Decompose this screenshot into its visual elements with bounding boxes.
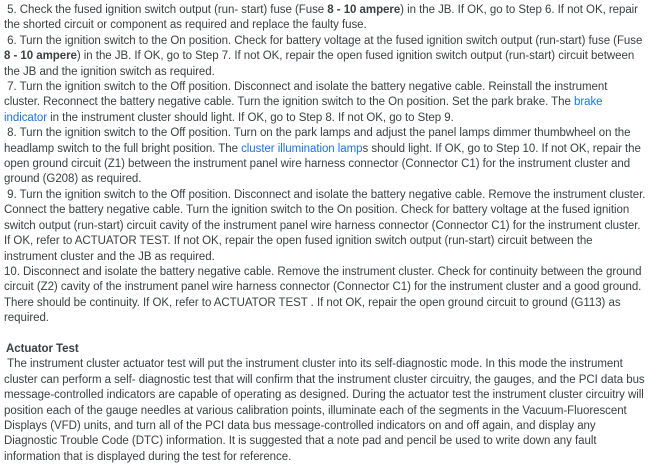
text-run: s should light. If OK, go to Step 10. If not OK, repair the open ground circuit (Z1) between the instrument panel wire harness connector (Connector C1) for the instrument cluster and ground (G208) as required. xyxy=(4,142,645,186)
actuator-test-paragraph xyxy=(4,357,646,465)
procedure-step-7 xyxy=(4,80,646,126)
text-run: 7. Turn the ignition switch to the Off position. Disconnect and isolate the battery negative cable. Reinstall the instrument cluster. Reconnect the battery negative cable. Turn the ignition switch to the On position. Set the park brake. The xyxy=(4,81,611,109)
bold-text: 8 - 10 ampere xyxy=(327,4,401,16)
procedure-step-6 xyxy=(4,34,646,80)
cluster-illumination-lamps-link[interactable]: cluster illumination lamp xyxy=(241,142,363,155)
text-run: ) in the JB. If OK, go to Step 7. If not OK, repair the open fused ignition switch output (run-start) circuit between the JB and the ignition switch as required. xyxy=(4,50,638,78)
text-run: 5. Check the fused ignition switch output (run- start) fuse (Fuse xyxy=(4,4,328,16)
section-heading-actuator-test: Actuator Test xyxy=(6,342,79,355)
text-run: 8. Turn the ignition switch to the Off position. Turn on the park lamps and adjust the panel lamps dimmer thumbwheel on the headlamp switch to the full bright position. The xyxy=(4,127,634,155)
brake-indicator-link[interactable]: brake indicator xyxy=(4,96,606,124)
procedure-step-10 xyxy=(4,265,646,327)
text-run: in the instrument cluster should light. If OK, go to Step 8. If not OK, go to Step 9. xyxy=(47,111,454,124)
text-run: 6. Turn the ignition switch to the On position. Check for battery voltage at the fused ignition switch output (run-start) fuse (Fuse xyxy=(4,34,646,47)
procedure-step-8 xyxy=(4,126,646,188)
text-run: ) in the JB. If OK, go to Step 6. If not OK, repair the shorted circuit or component as required and replace the faulty fuse. xyxy=(4,4,642,32)
procedure-step-5 xyxy=(4,3,646,34)
text-run: 9. Turn the ignition switch to the Off position. Disconnect and isolate the battery negative cable. Remove the instrument cluster. Connect the battery negative cable. Turn the ignition switch to the On position. Check for battery voltage at the fused ignition switch output (run-start) circuit cavity of the instrument panel wire harness connector (Connector C1) for the instrument cluster. If OK, refer to ACTUATOR TEST. If not OK, repair the open fused ignition switch output (run-start) circuit between the instrument cluster and the JB as required. xyxy=(4,188,649,263)
procedure-step-9 xyxy=(4,188,649,265)
bold-text: 8 - 10 ampere xyxy=(4,50,77,63)
text-run: The instrument cluster actuator test will put the instrument cluster into its self-diagnostic mode. In this mode the instrument cluster can perform a self- diagnostic test that will confirm that the instrument cluster circuitry, the gauges, and the PCI data bus message-controlled indicators are capable of operating as designed. During the actuator test the instrument cluster circuitry will position each of the gauge needles at various calibration points, illuminate each of the segments in the Vacuum-Fluorescent Displays (VFD) units, and turn all of the PCI data bus message-controlled indicators on and off again, and display any Diagnostic Trouble Code (DTC) information. It is suggested that a note pad and pencil be used to write down any fault information that is displayed during the test for reference. xyxy=(4,358,648,463)
text-run: 10. Disconnect and isolate the battery negative cable. Remove the instrument cluster. Check for continuity between the ground circuit (Z2) cavity of the instrument panel wire harness connector (Connector C1) for the instrument cluster and a good ground. There should be continuity. If OK, refer to ACTUATOR TEST . If not OK, repair the open ground circuit to ground (G113) as required. xyxy=(4,265,645,325)
